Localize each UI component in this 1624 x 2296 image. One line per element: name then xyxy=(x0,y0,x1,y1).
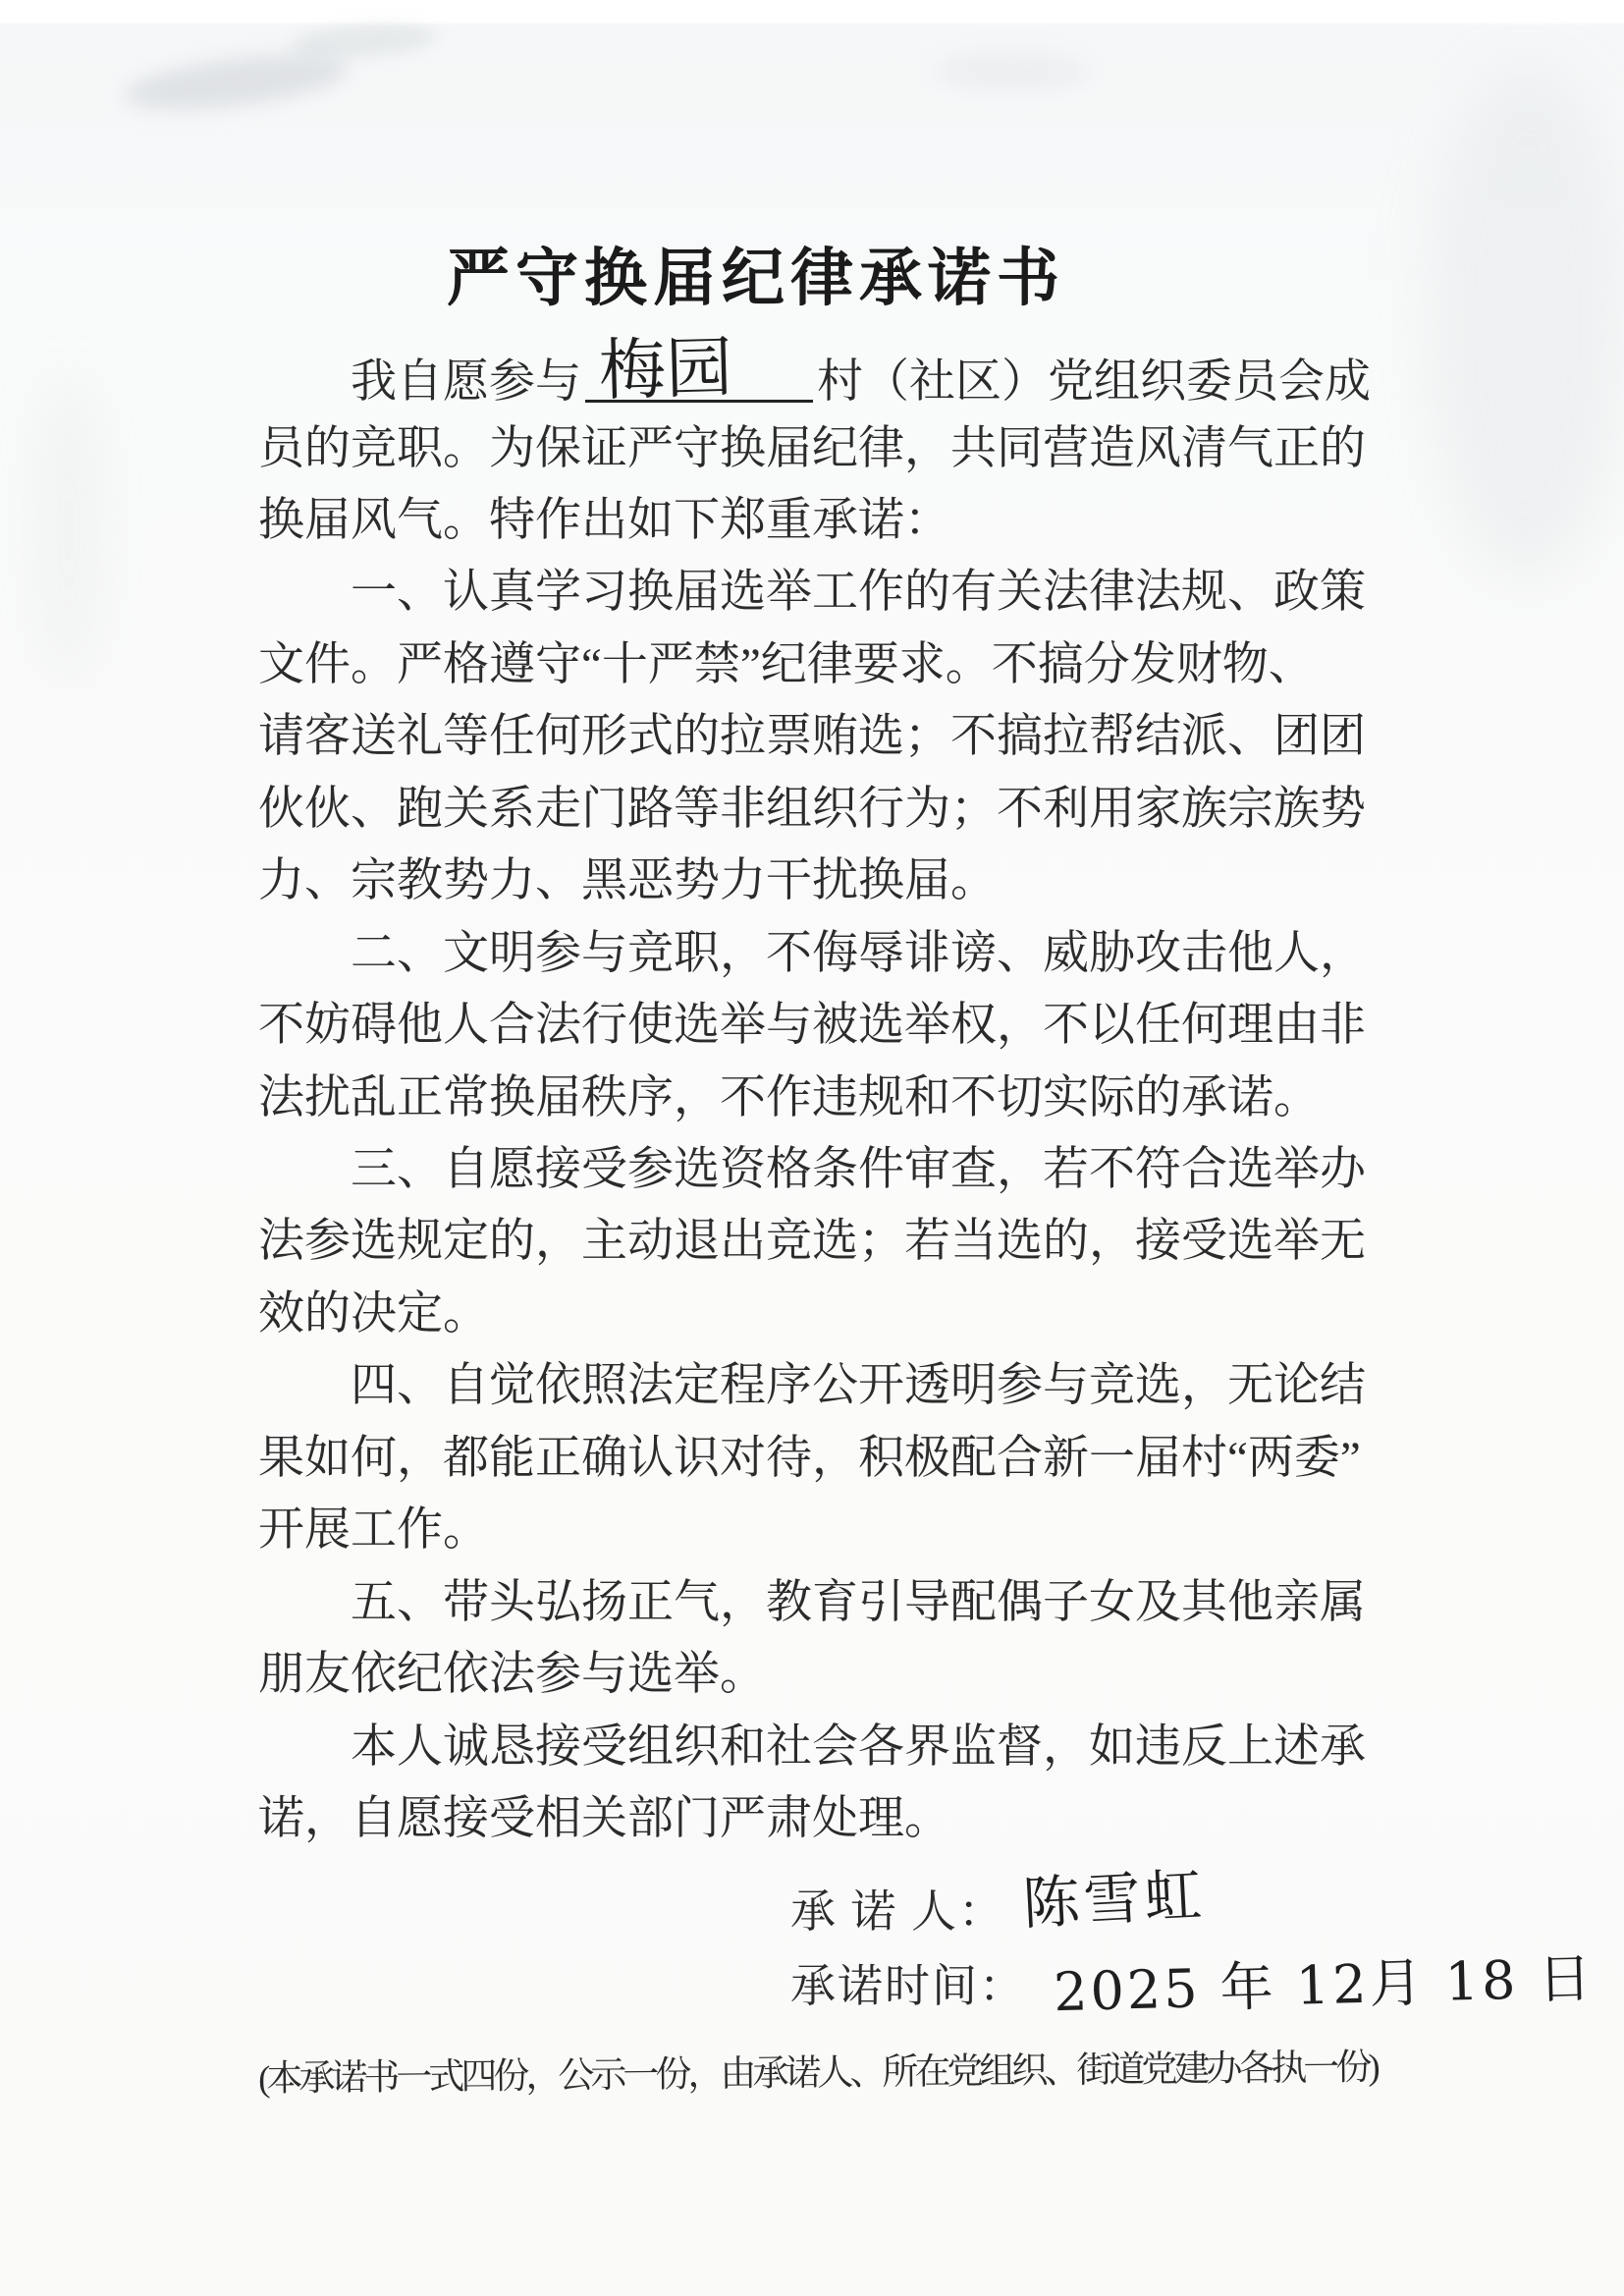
document-line: 二、文明参与竞职，不侮辱诽谤、威胁攻击他人， xyxy=(351,928,1366,979)
document-line: 效的决定。 xyxy=(258,1288,489,1339)
signer-label: 承 诺 人： xyxy=(790,1886,1005,1937)
document-line: 三、自愿接受参选资格条件审查，若不符合选举办 xyxy=(351,1144,1366,1195)
document-line: 开展工作。 xyxy=(258,1504,489,1556)
document-line: 力、宗教势力、黑恶势力干扰换届。 xyxy=(258,855,997,906)
handwritten-signature: 陈雪虹 xyxy=(1020,1861,1208,1938)
document-line: 文件。严格遵守“十严禁”纪律要求。不搞分发财物、 xyxy=(258,639,1315,690)
document-line: 法扰乱正常换届秩序，不作违规和不切实际的承诺。 xyxy=(258,1072,1320,1123)
scan-smudge xyxy=(121,45,351,120)
document-line: 诺，自愿接受相关部门严肃处理。 xyxy=(258,1793,950,1844)
scan-smudge xyxy=(289,21,438,62)
document-line: 法参选规定的，主动退出竞选；若当选的，接受选举无 xyxy=(258,1216,1366,1267)
opening-prefix: 我自愿参与 xyxy=(351,356,581,408)
scan-smudge xyxy=(34,373,103,687)
document-line: 四、自觉依照法定程序公开透明参与竞选，无论结 xyxy=(351,1360,1366,1411)
document-line: 本人诚恳接受组织和社会各界监督，如违反上述承 xyxy=(351,1722,1366,1773)
document-line: 果如何，都能正确认识对待，积极配合新一届村“两委” xyxy=(258,1433,1361,1484)
document-line: 请客送礼等任何形式的拉票贿选；不搞拉帮结派、团团 xyxy=(258,711,1366,762)
document-line: 朋友依纪依法参与选举。 xyxy=(258,1649,766,1700)
footer-note: (本承诺书一式四份，公示一份，由承诺人、所在党组织、街道党建办各执一份) xyxy=(257,2048,1377,2100)
scan-smudge xyxy=(933,54,1090,89)
signer-line xyxy=(790,1861,1208,1941)
date-label: 承诺时间： xyxy=(790,1961,1026,2011)
document-line: 换届风气。特作出如下郑重承诺： xyxy=(258,495,950,546)
opening-suffix: 村（社区）党组织委员会成 xyxy=(817,356,1371,408)
village-name-fill-in-blank xyxy=(585,329,813,410)
document-line: 员的竞职。为保证严守换届纪律，共同营造风清气正的 xyxy=(258,423,1366,474)
document-line: 一、认真学习换届选举工作的有关法律法规、政策 xyxy=(351,567,1366,618)
document-line: 伙伙、跑关系走门路等非组织行为；不利用家族宗族势 xyxy=(258,784,1366,835)
date-line xyxy=(790,1946,1596,2024)
document-title: 严守换届纪律承诺书 xyxy=(447,243,1065,313)
opening-line xyxy=(351,329,1371,411)
handwritten-date: 2025 年 12月 18 日 xyxy=(1053,1946,1596,2024)
handwritten-village-name: 梅园 xyxy=(597,329,734,410)
document-line: 五、带头弘扬正气，教育引导配偶子女及其他亲属 xyxy=(351,1577,1366,1628)
document-line: 不妨碍他人合法行使选举与被选举权，不以任何理由非 xyxy=(258,1000,1366,1051)
scan-smudge xyxy=(1429,69,1624,579)
